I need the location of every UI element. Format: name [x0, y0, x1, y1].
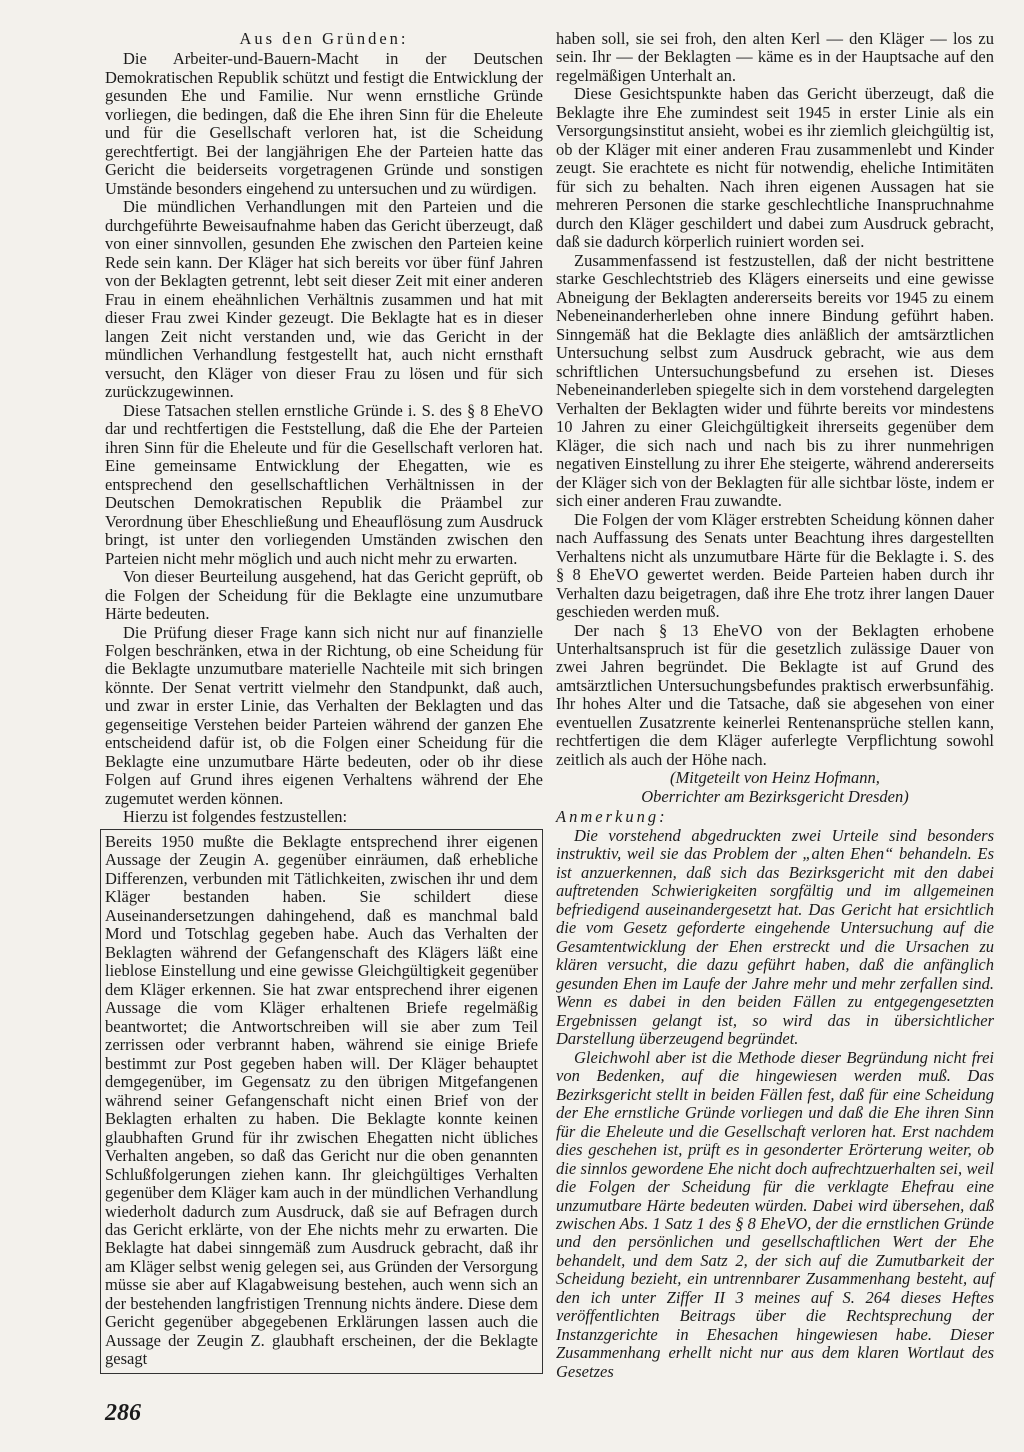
page-number: 286 [105, 1400, 141, 1426]
signature-line: (Mitgeteilt von Heinz Hofmann, [670, 768, 880, 788]
paragraph: Gleichwohl aber ist die Methode dieser Begründung nicht frei von Bedenken, auf die hingewiesen werden muß. Das Bezirksgericht stellt in beiden Fällen fest, daß für eine Scheidung der Ehe ernstliche Gründe vorliegen und daß die Ehe ihren Sinn für die Eheleute und die Gesellschaft verloren hat. Erst nachdem dies geschehen ist, prüft es in gesonderter Erörterung weiter, ob die sinnlos gewordene Ehe nicht doch aufrechtzuerhalten sei, weil die Folgen der Scheidung für die verklagte Ehefrau eine unzumutbare Härte bedeuten würden. Dabei wird übersehen, daß zwischen Abs. 1 Satz 1 des § 8 EheVO, der die ernstlichen Gründe und den persönlichen und gesellschaftlichen Wert der Ehe behandelt, und dem Satz 2, der sich auf die Zumutbarkeit der Scheidung bezieht, ein untrennbarer Zusammenhang besteht, auf den ich unter Ziffer II 3 meines auf S. 264 dieses Heftes veröffentlichten Beitrags über die Rechtsprechung der Instanzgerichte in Ehesachen hingewiesen habe. Dieser Zusammenhang erhellt nicht nur aus dem klaren Wortlaut des Gesetzes [556, 1047, 994, 1381]
signature-line: Oberrichter am Bezirksgericht Dresden) [641, 786, 909, 806]
paragraph: Die vorstehend abgedruckten zwei Urteile sind besonders instruktiv, weil sie das Problem der „alten Ehen“ behandeln. Es ist anzuerkennen, daß sich das Bezirksgericht mit den dabei auftretenden Schwierigkeiten sorgfältig und im allgemeinen befriedigend auseinandergesetzt hat. Das Gericht hat ersichtlich die vom Gesetz geforderte eingehende Untersuchung auf die Gesamtentwicklung der Ehen erstreckt und die Ursachen zu klären versucht, die dazu geführt haben, daß die anfänglich gesunden Ehen im Laufe der Jahre mehr und mehr zerfallen sind. Wenn es dabei in den beiden Fällen zu entgegengesetzten Ergebnissen gelangt ist, so wird das in übersichtlicher Darstellung überzeugend begründet. [556, 825, 994, 1049]
boxed-paragraph [100, 829, 543, 1374]
paragraph: Die Prüfung dieser Frage kann sich nicht nur auf finanzielle Folgen beschränken, etwa in der Richtung, ob eine Scheidung für die Beklagte unzumutbare materielle Nachteile mit sich bringen könnte. Der Senat vertritt vielmehr den Standpunkt, daß auch, und zwar in erster Linie, das Verhalten der Beklagten und das gegenseitige Verstehen beider Parteien während der ganzen Ehe entscheidend dafür ist, ob die Folgen einer Scheidung für die Beklagte eine unzumutbare Härte bedeuten, oder ob ihr diese Folgen auf Grund ihres eigenen Verhaltens während der Ehe zugemutet werden können. [105, 622, 543, 808]
paragraph: Bereits 1950 mußte die Beklagte entsprechend ihrer eigenen Aussage der Zeugin A. gegenüber einräumen, daß erhebliche Differenzen, verbunden mit Tätlichkeiten, zwischen ihr und dem Kläger bestanden haben. Sie schildert diese Auseinandersetzungen dahingehend, daß es manchmal bald Mord und Totschlag gegeben habe. Auch das Verhalten der Beklagten während der Gefangenschaft des Klägers läßt eine lieblose Einstellung und eine gewisse Gleichgültigkeit gegenüber dem Kläger erkennen. Sie hat zwar entsprechend ihrer eigenen Aussage die vom Kläger erhaltenen Briefe regelmäßig beantwortet; die Antwortschreiben will sie aber zum Teil zerrissen oder verbrannt haben, während sie einige Briefe bestimmt zur Post gegeben haben will. Der Kläger behauptet demgegenüber, im Gegensatz zu den übrigen Mitgefangenen während seiner Gefangenschaft nicht einen Brief von der Beklagten erhalten zu haben. Die Beklagte konnte keinen glaubhaften Grund für ihr zwischen Ehegatten nicht übliches Verhalten angeben, so daß das Gericht nur die oben genannten Schlußfolgerungen ziehen kann. Ihr gleichgültiges Verhalten gegenüber dem Kläger kam auch in der mündlichen Verhandlung wiederholt dadurch zum Ausdruck, daß sie auf Befragen durch das Gericht erklärte, von der Ehe nichts mehr zu erwarten. Die Beklagte hat dabei sinngemäß zum Ausdruck gebracht, daß ihr am Kläger selbst wenig gelegen sei, aus Gründen der Versorgung müsse sie aber auf Klagabweisung bestehen, auch wenn sich an der bestehenden langfristigen Trennung nichts ändere. Diese dem Gericht gegenüber abgegebenen Erklärungen lassen auch die Aussage der Zeugin Z. glaubhaft erscheinen, der die Beklagte gesagt [105, 831, 538, 1369]
paragraph: Diese Tatsachen stellen ernstliche Gründe i. S. des § 8 EheVO dar und rechtfertigen die Feststellung, daß die Ehe der Parteien ihren Sinn für die Eheleute und für die Gesellschaft verloren hat. Eine gemeinsame Entwicklung der Ehegatten, wie es entsprechend den gesellschaftlichen Verhältnissen in der Deutschen Demokratischen Republik die Präambel zur Verordnung über Eheschließung und Eheauflösung zum Ausdruck bringt, ist unter den vorliegenden Umständen zwischen den Parteien nicht mehr möglich und auch nicht mehr zu erwarten. [105, 400, 543, 568]
paragraph: Von dieser Beurteilung ausgehend, hat das Gericht geprüft, ob die Folgen der Scheidung für die Beklagte eine unzumutbare Härte bedeuten. [105, 567, 543, 624]
paragraph: haben soll, sie sei froh, den alten Kerl — den Kläger — los zu sein. Ihr — der Beklagten — käme es in der Hauptsache auf den regelmäßigen Unterhalt an. [556, 29, 994, 85]
section-heading: Aus den Gründen: [239, 29, 409, 48]
left-column [105, 30, 543, 1377]
paragraph: Die Arbeiter-und-Bauern-Macht in der Deutschen Demokratischen Republik schützt und festigt die Entwicklung der gesunden Ehe und Familie. Nur wenn ernstliche Gründe vorliegen, die bedingen, daß die Ehe ihren Sinn für die Eheleute und für die Gesellschaft verloren hat, ist die Scheidung gerechtfertigt. Bei der langjährigen Ehe der Parteien hatte das Gericht die beiderseits vorgetragenen Gründe und sonstigen Umstände besonders eingehend zu untersuchen und zu würdigen. [105, 49, 543, 198]
paragraph: Zusammenfassend ist festzustellen, daß der nicht bestrittene starke Geschlechtstrieb des Klägers einerseits und eine gewisse Abneigung der Beklagten andererseits bereits vor 1945 zu einem Nebeneinanderherleben ohne innere Bindung geführt haben. Sinngemäß hat die Beklagte dies anläßlich der amtsärztlichen Untersuchung selbst zum Ausdruck gebracht, wie aus dem schriftlichen Untersuchungsbefund zu ersehen ist. Dieses Nebeneinanderleben spiegelte sich in dem vorstehend dargelegten Verhalten der Beklagten wider und führte bereits vor mindestens 10 Jahren zu einer Gleichgültigkeit ihrerseits gegenüber dem Kläger, die sich nach und nach bis zu ihrer nunmehrigen negativen Einstellung zu ihrer Ehe steigerte, während andererseits der Kläger sich von der Beklagten für alle sichtbar löste, indem er sich einer anderen Frau zuwandte. [556, 250, 994, 511]
paragraph: Hierzu ist folgendes festzustellen: [123, 807, 348, 827]
paragraph: Diese Gesichtspunkte haben das Gericht überzeugt, daß die Beklagte ihre Ehe zumindest seit 1945 in erster Linie als ein Versorgungsinstitut ansieht, wobei es ihr ziemlich gleichgültig ist, ob der Kläger mit einer anderen Frau zusammenlebt und Kinder zeugt. Sie erachtete es nicht für notwendig, eheliche Intimitäten für sich zu behalten. Nach ihren eigenen Aussagen hat sie mehreren Personen die starke geschlechtliche Inanspruchnahme durch den Kläger geschildert und dabei zum Ausdruck gebracht, daß sie dadurch körperlich ruiniert worden sei. [556, 84, 994, 252]
annotation-label: Anmerkung: [556, 807, 668, 827]
paragraph: Die Folgen der vom Kläger erstrebten Scheidung können daher nach Auffassung des Senats unter Beachtung ihres dargestellten Verhaltens nicht als unzumutbare Härte für die Beklagte i. S. des § 8 EheVO gewertet werden. Beide Parteien haben durch ihr Verhalten dazu beigetragen, daß ihre Ehe trotz ihrer langen Dauer geschieden werden muß. [556, 509, 994, 622]
paragraph: Die mündlichen Verhandlungen mit den Parteien und die durchgeführte Beweisaufnahme haben das Gericht überzeugt, daß von einer sinnvollen, gesunden Ehe zwischen den Parteien keine Rede sein kann. Der Kläger hat sich bereits vor über fünf Jahren von der Beklagten getrennt, lebt seit dieser Zeit mit einer anderen Frau in einem eheähnlichen Verhältnis zusammen und hat mit dieser Frau zwei Kinder gezeugt. Die Beklagte hat es in dieser langen Zeit nicht verstanden und, wie das Gericht in der mündlichen Verhandlung festgestellt hat, auch nicht ernsthaft versucht, den Kläger von dieser Frau zu lösen und für sich zurückzugewinnen. [105, 197, 543, 402]
paragraph: Der nach § 13 EheVO von der Beklagten erhobene Unterhaltsanspruch ist für die gesetzlich zulässige Dauer von zwei Jahren begründet. Die Beklagte ist auf Grund des amtsärztlichen Untersuchungsbefundes praktisch erwerbsunfähig. Ihr hohes Alter und die Tatsache, daß sie abgesehen von einer eventuellen Zusatzrente keinerlei Rentenansprüche stellen kann, rechtfertigen die dem Kläger auferlegte Verpflichtung sowohl zeitlich als auch der Höhe nach. [556, 620, 994, 769]
right-column [556, 30, 994, 1381]
annotation-body [556, 827, 994, 1382]
